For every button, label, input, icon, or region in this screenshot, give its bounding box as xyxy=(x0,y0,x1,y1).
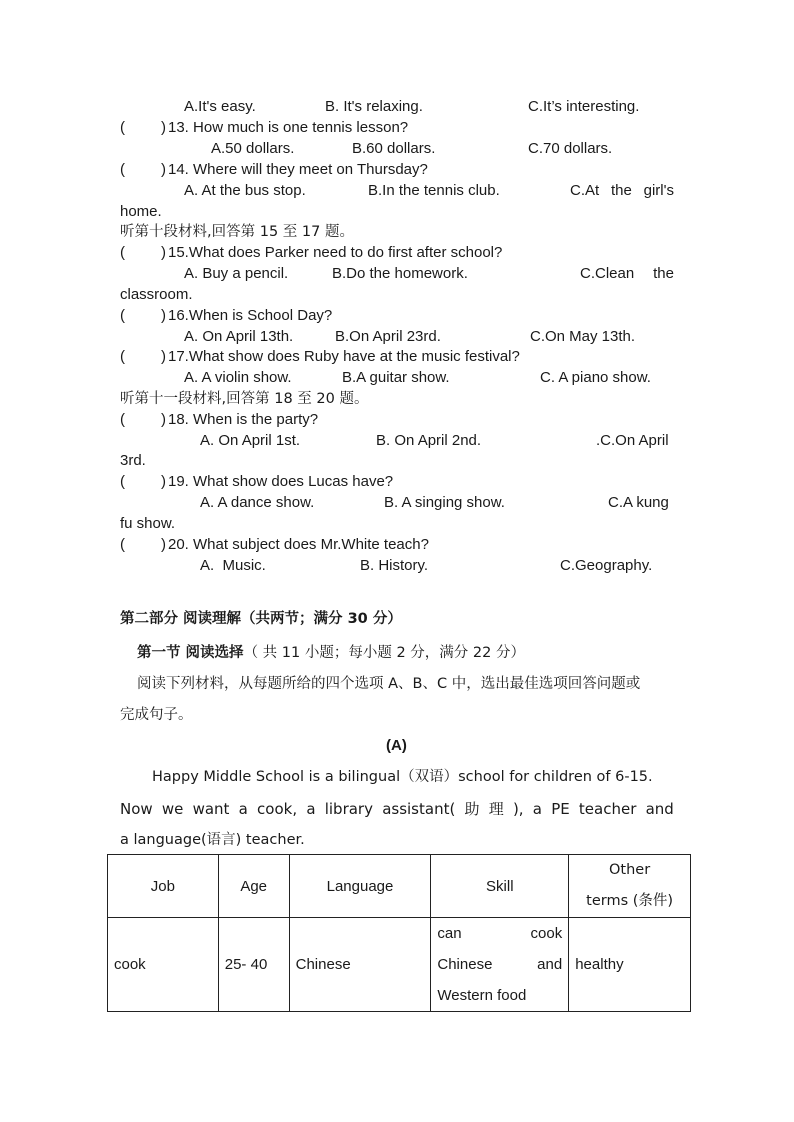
q13-option-a: A.50 dollars. xyxy=(211,140,295,157)
q19-option-b: B. A singing show. xyxy=(384,494,505,511)
table-row xyxy=(108,918,691,1012)
section-1-heading xyxy=(137,643,525,663)
section-11-heading: 听第十一段材料,回答第 18 至 20 题。 xyxy=(120,391,369,407)
section-1-note: （ 共 11 小题；每小题 2 分，满分 22 分） xyxy=(243,645,525,661)
q15-option-c-wrap: classroom. xyxy=(120,286,193,303)
q17-answer-bracket[interactable]: ( ) xyxy=(120,348,166,365)
q14-stem: 14. Where will they meet on Thursday? xyxy=(168,161,428,178)
q18-answer-bracket[interactable]: ( ) xyxy=(120,411,166,428)
q15-option-a: A. Buy a pencil. xyxy=(184,265,289,282)
header-job: Job xyxy=(108,855,219,918)
q16-stem: 16.When is School Day? xyxy=(168,307,333,324)
q14-answer-bracket[interactable]: ( ) xyxy=(120,161,166,178)
q20-stem: 20. What subject does Mr.White teach? xyxy=(168,536,429,553)
section-10-heading: 听第十段材料,回答第 15 至 17 题。 xyxy=(120,224,354,240)
q15-stem: 15.What does Parker need to do first after school? xyxy=(168,244,503,261)
passage-line-1: Happy Middle School is a bilingual（双语）school for children of 6-15. xyxy=(152,769,653,785)
header-language: Language xyxy=(289,855,431,918)
q20-answer-bracket[interactable]: ( ) xyxy=(120,536,166,553)
q18-option-c: .C.On April xyxy=(596,432,669,449)
q20-option-a: A. Music. xyxy=(200,557,266,574)
job-table xyxy=(107,854,691,1012)
cell-skill: can cook Chinese and Western food xyxy=(431,918,569,1012)
cell-other: healthy xyxy=(569,918,691,1012)
q17-option-a: A. A violin show. xyxy=(184,369,292,386)
q19-stem: 19. What show does Lucas have? xyxy=(168,473,394,490)
instructions-line-2: 完成句子。 xyxy=(120,707,193,723)
q16-option-a: A. On April 13th. xyxy=(184,328,294,345)
q19-option-a: A. A dance show. xyxy=(200,494,315,511)
q12-option-a: A.It's easy. xyxy=(184,98,256,115)
q15-option-b: B.Do the homework. xyxy=(332,265,468,282)
section-1-title: 第一节 阅读选择 xyxy=(137,645,244,661)
q14-option-c: C.At the girl's xyxy=(570,182,674,199)
q19-option-c: C.A kung xyxy=(608,494,669,511)
q19-option-c-wrap: fu show. xyxy=(120,515,176,532)
header-age: Age xyxy=(218,855,289,918)
q14-option-b: B.In the tennis club. xyxy=(368,182,500,199)
q16-option-c: C.On May 13th. xyxy=(530,328,636,345)
q17-option-c: C. A piano show. xyxy=(540,369,651,386)
table-header-row xyxy=(108,855,691,918)
instructions-line-1: 阅读下列材料，从每题所给的四个选项 A、B、C 中，选出最佳选项回答问题或 xyxy=(137,676,641,692)
cell-age: 25- 40 xyxy=(218,918,289,1012)
header-other-terms: Other terms (条件) xyxy=(569,855,691,918)
passage-label: (A) xyxy=(386,737,407,754)
cell-language: Chinese xyxy=(289,918,431,1012)
q14-option-c-wrap: home. xyxy=(120,203,162,220)
q19-answer-bracket[interactable]: ( ) xyxy=(120,473,166,490)
q20-option-b: B. History. xyxy=(360,557,429,574)
q15-answer-bracket[interactable]: ( ) xyxy=(120,244,166,261)
cell-job: cook xyxy=(108,918,219,1012)
q12-option-c: C.It’s interesting. xyxy=(528,98,640,115)
q16-option-b: B.On April 23rd. xyxy=(335,328,441,345)
passage-line-2: Now we want a cook, a library assistant( 助 理 ), a PE teacher and xyxy=(120,800,674,818)
q18-stem: 18. When is the party? xyxy=(168,411,319,428)
header-skill: Skill xyxy=(431,855,569,918)
q14-option-a: A. At the bus stop. xyxy=(184,182,306,199)
q18-option-c-wrap: 3rd. xyxy=(120,452,146,469)
passage-line-3: a language(语言) teacher. xyxy=(120,832,305,848)
q15-option-c: C.Clean the xyxy=(580,265,674,282)
q17-option-b: B.A guitar show. xyxy=(342,369,450,386)
part-2-title: 第二部分 阅读理解（共两节；满分 30 分） xyxy=(120,611,402,627)
q20-option-c: C.Geography. xyxy=(560,557,653,574)
q17-stem: 17.What show does Ruby have at the music festival? xyxy=(168,348,520,365)
q13-answer-bracket[interactable]: ( ) xyxy=(120,119,166,136)
q13-option-c: C.70 dollars. xyxy=(528,140,613,157)
q12-option-b: B. It's relaxing. xyxy=(325,98,423,115)
q18-option-a: A. On April 1st. xyxy=(200,432,301,449)
q16-answer-bracket[interactable]: ( ) xyxy=(120,307,166,324)
q13-option-b: B.60 dollars. xyxy=(352,140,436,157)
q18-option-b: B. On April 2nd. xyxy=(376,432,482,449)
q13-stem: 13. How much is one tennis lesson? xyxy=(168,119,409,136)
